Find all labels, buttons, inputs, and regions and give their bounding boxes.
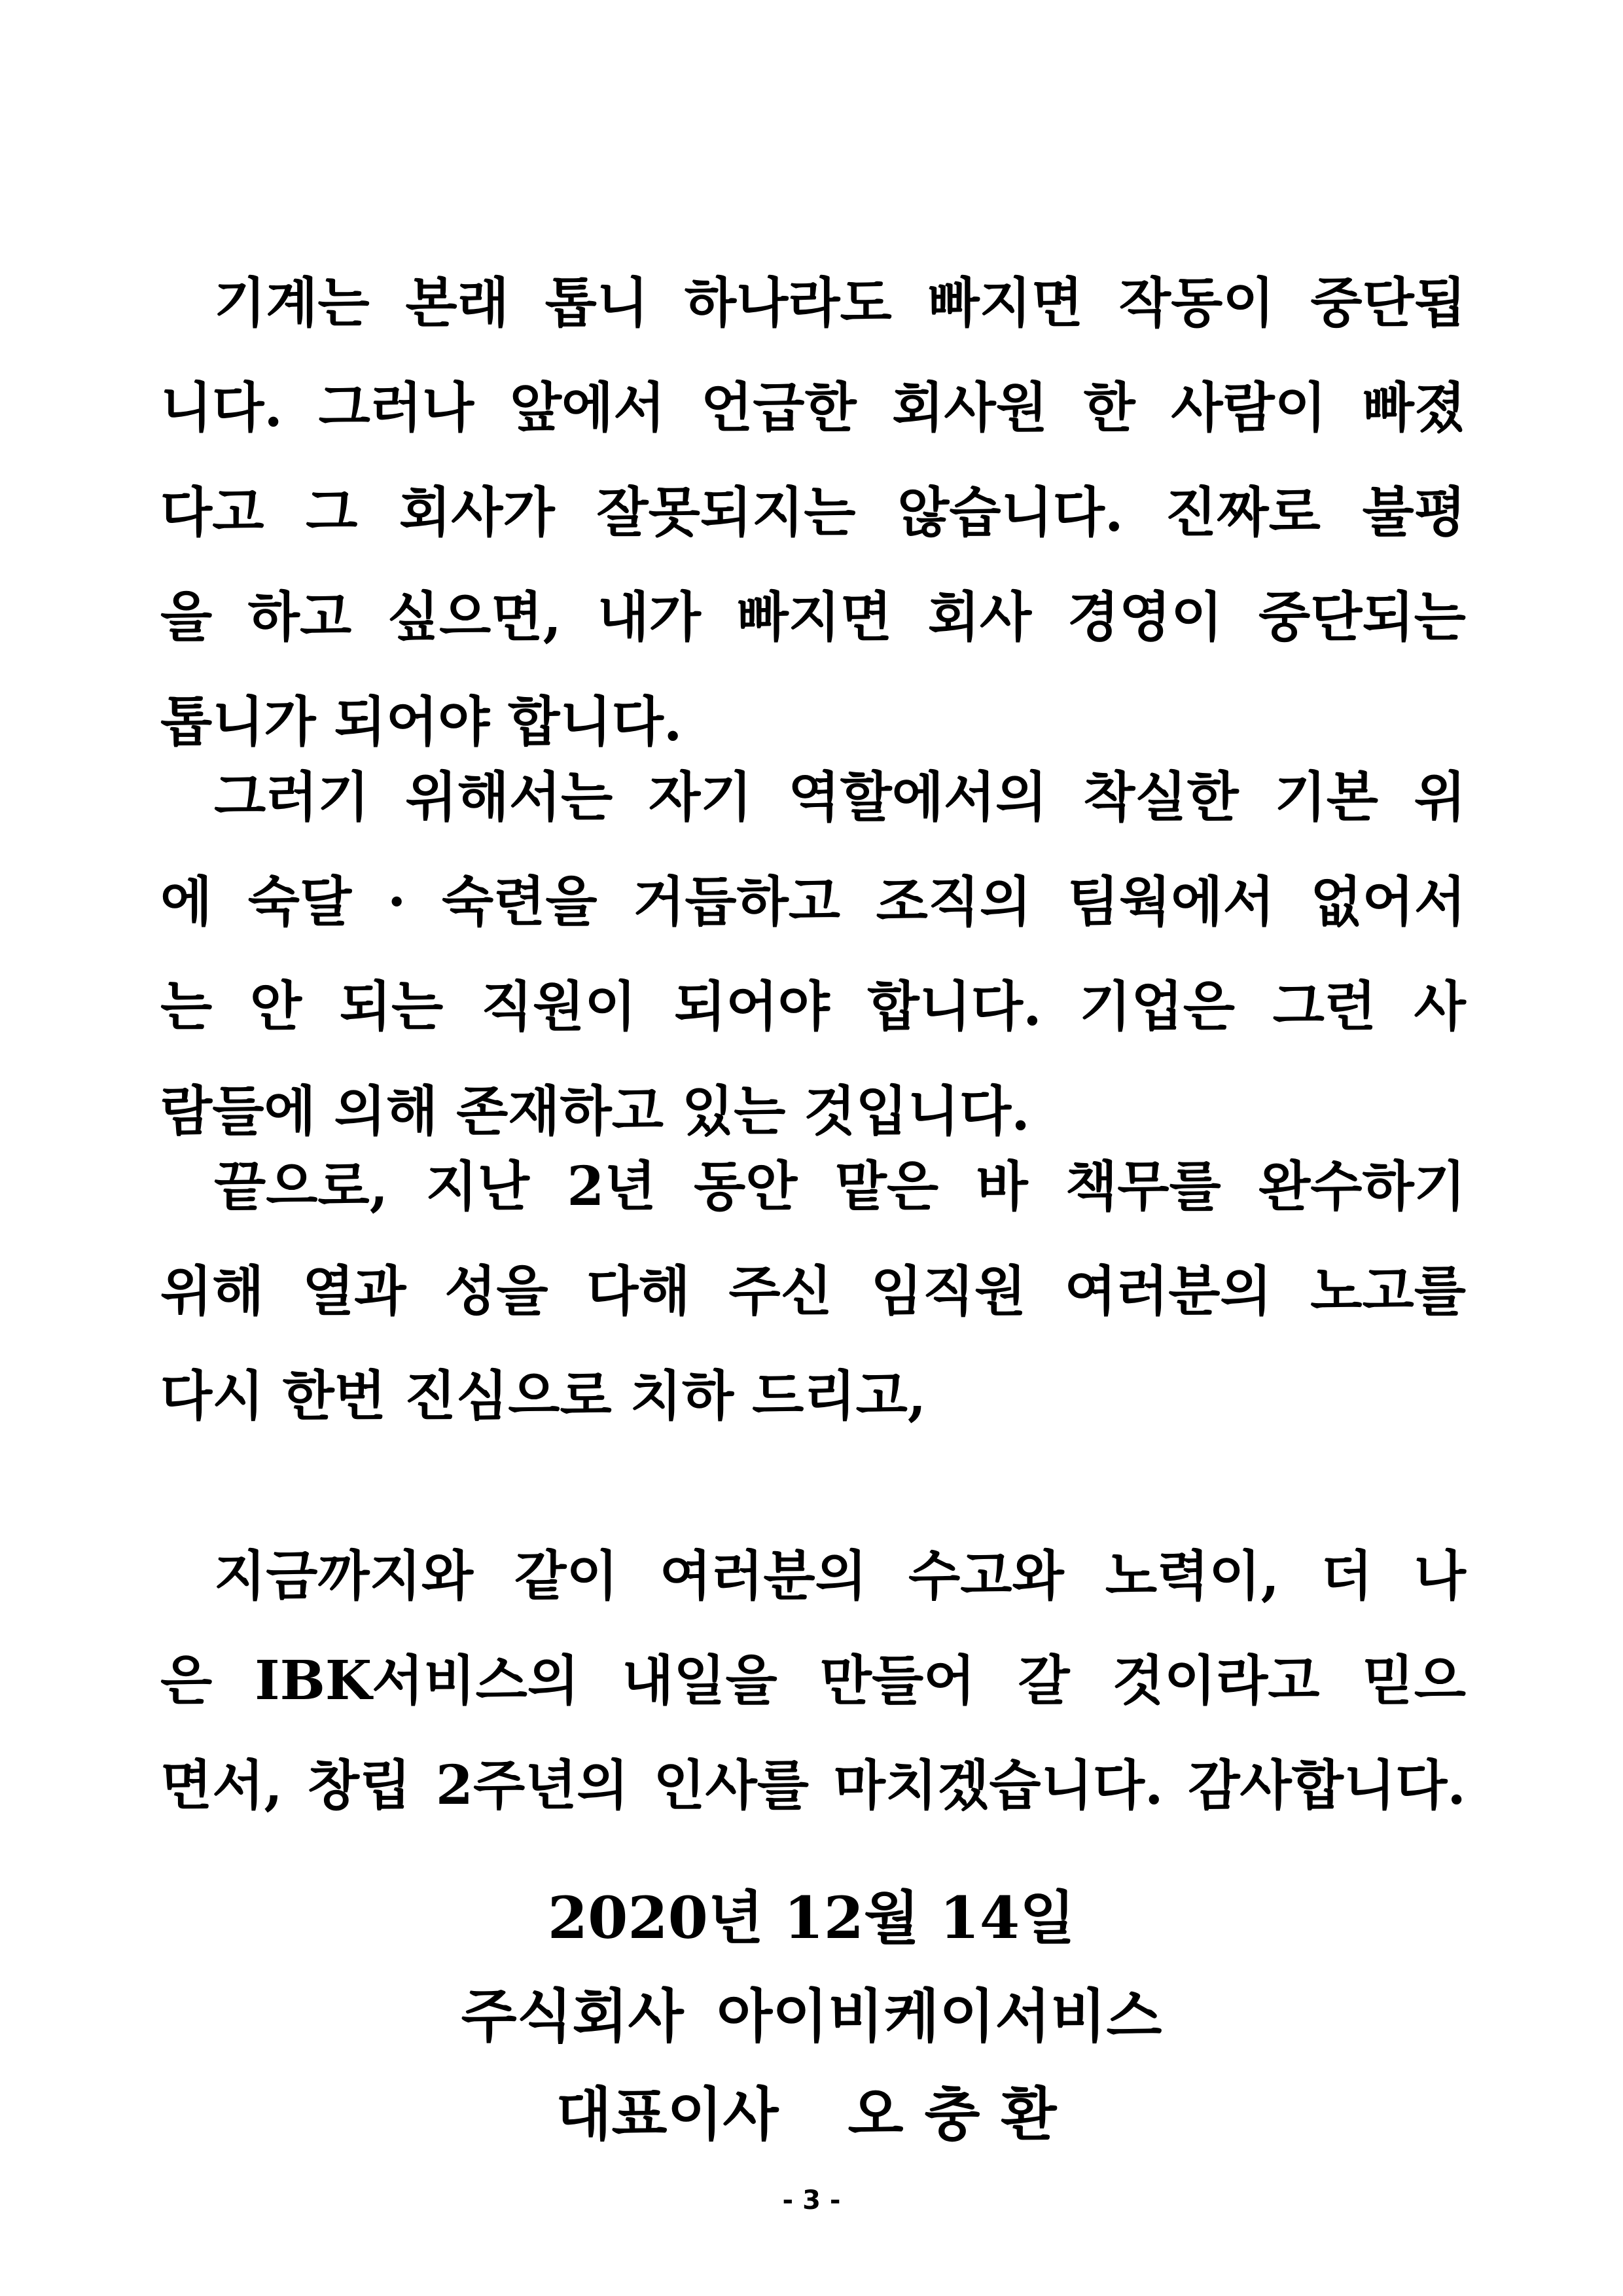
word: 빠지면 xyxy=(736,586,893,649)
word: 완수하기 xyxy=(1258,1155,1466,1218)
word: 회사원 xyxy=(892,376,1048,439)
word: 그러기 xyxy=(214,766,370,829)
word: 한번 xyxy=(282,1365,386,1427)
word: 책무를 xyxy=(1065,1155,1221,1218)
word: 수고와 xyxy=(908,1545,1064,1607)
paragraph xyxy=(160,1524,1466,1838)
word: 다고 xyxy=(160,481,264,544)
word: 되어야 xyxy=(674,975,830,1038)
word: 숙련을 xyxy=(441,870,597,933)
word: 작동이 xyxy=(1118,272,1275,334)
word: 빠졌 xyxy=(1362,376,1466,439)
word: 동안 xyxy=(693,1155,798,1218)
word: 되는 xyxy=(339,975,444,1038)
word: 언급한 xyxy=(701,376,857,439)
word: 존재하고 xyxy=(456,1080,664,1143)
word: 회사가 xyxy=(399,481,555,544)
text-line xyxy=(160,460,1466,565)
word: 인사를 xyxy=(653,1754,810,1817)
word: 의해 xyxy=(334,1080,438,1143)
word: 위해 xyxy=(160,1260,264,1323)
word: 그런 xyxy=(1272,975,1377,1038)
text-line xyxy=(160,1733,1466,1838)
word: 경영이 xyxy=(1067,586,1223,649)
word: 나 xyxy=(1414,1545,1466,1607)
word: 여러분의 xyxy=(1064,1260,1272,1323)
word: 지난 xyxy=(425,1155,529,1218)
word: 톱니 xyxy=(544,272,649,334)
signature-name-char: 오 xyxy=(847,2080,904,2148)
word: 중단되는 xyxy=(1258,586,1466,649)
word: 다해 xyxy=(586,1260,690,1323)
word: 만들어 xyxy=(819,1649,976,1712)
word: 사람이 xyxy=(1171,376,1327,439)
word: 직원이 xyxy=(480,975,637,1038)
word: 열과 xyxy=(302,1260,406,1323)
word: 감사합니다. xyxy=(1188,1754,1466,1817)
word: 같이 xyxy=(514,1545,618,1607)
word: 은 xyxy=(160,1649,213,1712)
word: 중단됩 xyxy=(1310,272,1466,334)
word: 드리고, xyxy=(752,1365,927,1427)
word: 잘못되지는 xyxy=(596,481,856,544)
text-line xyxy=(160,355,1466,460)
word: 불평 xyxy=(1362,481,1466,544)
word: 착실한 xyxy=(1083,766,1239,829)
word: 그 xyxy=(306,481,358,544)
word: 에 xyxy=(160,870,213,933)
word: 싶으면, xyxy=(387,586,562,649)
word: 니다. xyxy=(160,376,283,439)
word: 기업은 xyxy=(1079,975,1235,1038)
word: 끝으로, xyxy=(214,1155,389,1218)
paragraph xyxy=(160,251,1466,774)
text-line xyxy=(160,1134,1466,1239)
word: 내일을 xyxy=(622,1649,777,1712)
word: 본래 xyxy=(405,272,509,334)
word: 기본 xyxy=(1274,766,1378,829)
word: 는 xyxy=(160,975,213,1038)
text-line xyxy=(160,1239,1466,1344)
signature-name xyxy=(838,2080,1067,2148)
word: 임직원 xyxy=(870,1260,1027,1323)
text-line xyxy=(160,1524,1466,1628)
word: 하나라도 xyxy=(684,272,892,334)
signature-ceo xyxy=(0,2072,1623,2157)
word: 진짜로 xyxy=(1165,481,1321,544)
text-line xyxy=(160,745,1466,850)
word: 거듭하고 xyxy=(633,870,841,933)
word: IBK서비스의 xyxy=(255,1649,580,1712)
word: 합니다. xyxy=(508,691,683,753)
word: 다시 xyxy=(160,1365,264,1427)
word: 톱니가 xyxy=(160,691,316,753)
word: 갈 xyxy=(1018,1649,1070,1712)
word: 회사 xyxy=(927,586,1032,649)
word: 진심으로 xyxy=(404,1365,612,1427)
word: 위 xyxy=(1414,766,1466,829)
word: 것이라고 xyxy=(1112,1649,1320,1712)
text-line xyxy=(160,1344,1466,1448)
word: 더 xyxy=(1321,1545,1373,1607)
word: 안 xyxy=(249,975,302,1038)
word: 을 xyxy=(160,586,213,649)
word: 지금까지와 xyxy=(214,1545,474,1607)
word: 조직의 xyxy=(876,870,1032,933)
word: 그러나 xyxy=(318,376,474,439)
word: 믿으 xyxy=(1362,1649,1466,1712)
word: 2주년의 xyxy=(435,1754,629,1817)
word: 숙달 xyxy=(247,870,352,933)
signature-name-char: 충 xyxy=(924,2080,980,2148)
signature-title: 대표이사 xyxy=(556,2080,779,2148)
word: 기계는 xyxy=(214,272,370,334)
word: 되어야 xyxy=(334,691,490,753)
page-number: - 3 - xyxy=(782,2185,841,2215)
paragraph xyxy=(160,1134,1466,1448)
word: 노력이, xyxy=(1105,1545,1280,1607)
word: 않습니다. xyxy=(897,481,1124,544)
word: 있는 xyxy=(681,1080,786,1143)
word: · xyxy=(387,870,406,933)
word: 위해서는 xyxy=(405,766,613,829)
text-line xyxy=(160,1628,1466,1733)
word: 맡은 xyxy=(834,1155,939,1218)
word: 역할에서의 xyxy=(788,766,1048,829)
word: 여러분의 xyxy=(659,1545,867,1607)
word: 합니다. xyxy=(867,975,1042,1038)
word: 마치겠습니다. xyxy=(833,1754,1164,1817)
word: 한 xyxy=(1083,376,1135,439)
signature-company: 주식회사 아이비케이서비스 xyxy=(461,1982,1162,2050)
word: 노고를 xyxy=(1310,1260,1466,1323)
signature-date: 2020년 12월 14일 xyxy=(547,1884,1076,1952)
word: 바 xyxy=(976,1155,1028,1218)
word: 주신 xyxy=(728,1260,832,1323)
text-line xyxy=(160,954,1466,1059)
word: 것입니다. xyxy=(804,1080,1030,1143)
word: 내가 xyxy=(597,586,702,649)
word: 람들에 xyxy=(160,1080,316,1143)
word: 빠지면 xyxy=(927,272,1084,334)
word: 면서, xyxy=(160,1754,283,1817)
text-line xyxy=(160,251,1466,355)
word: 2년 xyxy=(567,1155,656,1218)
paragraph xyxy=(160,745,1466,1164)
text-line xyxy=(160,565,1466,670)
word: 성을 xyxy=(444,1260,548,1323)
word: 하고 xyxy=(247,586,352,649)
word: 자기 xyxy=(649,766,753,829)
word: 앞에서 xyxy=(509,376,666,439)
word: 없어서 xyxy=(1310,870,1466,933)
word: 창립 xyxy=(307,1754,412,1817)
word: 팀웍에서 xyxy=(1067,870,1275,933)
signature-name-char: 환 xyxy=(1001,2080,1057,2148)
text-line xyxy=(160,850,1466,954)
word: 사 xyxy=(1414,975,1466,1038)
word: 치하 xyxy=(630,1365,734,1427)
